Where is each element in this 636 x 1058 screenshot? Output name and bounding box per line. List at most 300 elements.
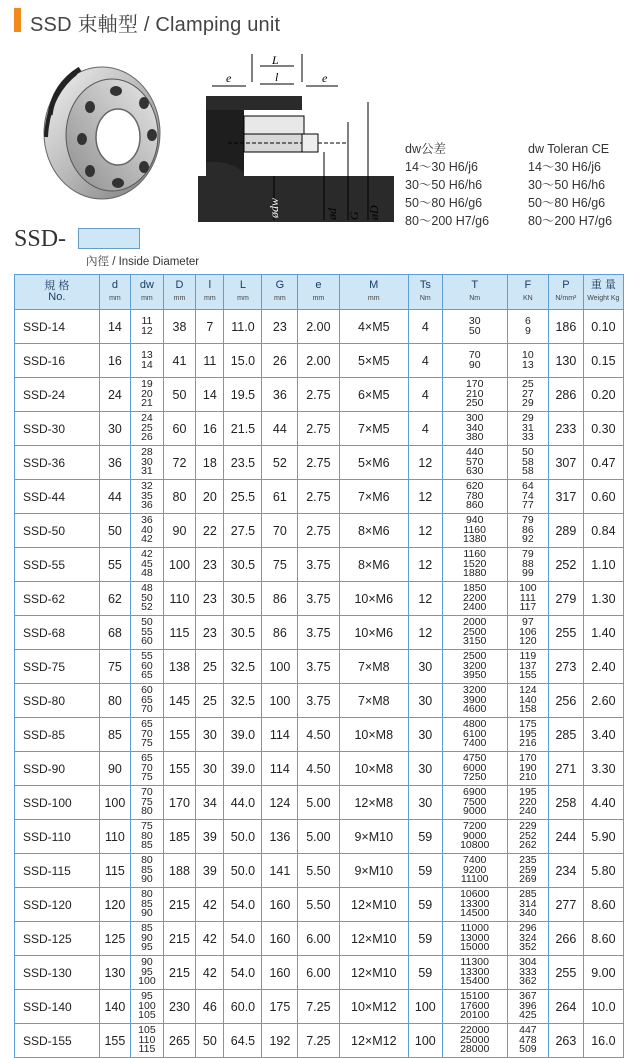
cell-value: 32 — [141, 480, 153, 493]
cell-value: 333 — [519, 965, 537, 978]
cell-value: 6900 — [463, 786, 487, 799]
cell-d: 80 — [163, 480, 196, 514]
tolerance-en-row: 14～30 H6/j6 — [528, 160, 601, 174]
cell-ts: 30 — [409, 752, 443, 786]
cell-model: SSD-24 — [15, 378, 100, 412]
cell-dw — [131, 582, 164, 616]
table-row — [15, 956, 624, 990]
cell-g: 124 — [262, 786, 298, 820]
cell-e: 6.00 — [298, 956, 339, 990]
cell-value: 1160 — [463, 548, 486, 561]
cell-t — [442, 752, 507, 786]
column-header — [163, 275, 196, 310]
cell-value: 31 — [141, 465, 153, 478]
cell-value: 240 — [519, 805, 537, 818]
cell-m: 8×M6 — [339, 514, 408, 548]
cell-l: 16 — [196, 412, 224, 446]
cell-dw — [131, 514, 164, 548]
cell-d: 110 — [163, 582, 196, 616]
cell-w: 10.0 — [583, 990, 623, 1024]
cell-w: 1.30 — [583, 582, 623, 616]
cell-e: 3.75 — [298, 582, 339, 616]
table-row — [15, 888, 624, 922]
cell-value: 3200 — [463, 659, 487, 672]
cell-value: 304 — [519, 956, 537, 969]
cell-d: 38 — [163, 310, 196, 344]
cell-value: 29 — [522, 397, 534, 410]
cell-value: 3200 — [463, 684, 487, 697]
cell-value: 15100 — [460, 990, 490, 1003]
cell-model: SSD-80 — [15, 684, 100, 718]
cell-value: 17600 — [460, 999, 490, 1012]
dim-e-right-label: e — [322, 71, 328, 85]
cell-e: 5.50 — [298, 888, 339, 922]
table-row — [15, 1024, 624, 1058]
cell-m: 10×M8 — [339, 752, 408, 786]
cell-dw — [131, 718, 164, 752]
cell-w: 0.20 — [583, 378, 623, 412]
cell-t — [442, 990, 507, 1024]
cell-value: 35 — [141, 489, 153, 502]
cell-dw — [131, 344, 164, 378]
cell-d: 60 — [163, 412, 196, 446]
cell-value: 99 — [522, 567, 534, 580]
cell-value: 60 — [141, 684, 153, 697]
cell-p: 273 — [549, 650, 584, 684]
cell-w: 3.40 — [583, 718, 623, 752]
cell-value: 30 — [468, 315, 481, 327]
cell-value: 106 — [519, 625, 537, 638]
cell-value: 509 — [519, 1043, 537, 1056]
cell-value: 24 — [141, 412, 153, 425]
cell-e: 7.25 — [298, 990, 339, 1024]
cell-e: 4.50 — [298, 718, 339, 752]
cell-f — [507, 344, 548, 378]
dim-e-left-label: e — [226, 71, 232, 85]
cell-ts: 12 — [409, 514, 443, 548]
cell-value: 74 — [522, 489, 534, 502]
cell-d: 115 — [99, 854, 130, 888]
cell-value: 195 — [519, 786, 537, 799]
column-header-label: d — [111, 279, 118, 291]
inside-diameter-input[interactable] — [78, 228, 140, 249]
tolerance-en — [528, 140, 612, 230]
cell-m: 6×M5 — [339, 378, 408, 412]
cell-e: 2.75 — [298, 412, 339, 446]
column-unit: mm — [109, 295, 121, 302]
clamping-unit-photo — [40, 55, 165, 205]
column-header-label: 重 量 — [590, 279, 616, 291]
cell-model: SSD-75 — [15, 650, 100, 684]
cell-value: 7250 — [463, 771, 487, 784]
cell-p: 271 — [549, 752, 584, 786]
cell-ts: 4 — [409, 412, 443, 446]
column-unit: Nm — [419, 295, 431, 302]
cell-l: 30.5 — [224, 582, 262, 616]
cell-value: 40 — [141, 523, 153, 536]
cell-model: SSD-100 — [15, 786, 100, 820]
dim-G-label: G — [347, 211, 361, 220]
title-accent-bar — [14, 8, 21, 32]
cell-value: 259 — [519, 863, 537, 876]
cell-m: 7×M6 — [339, 480, 408, 514]
dim-l-label: l — [275, 70, 279, 84]
section-diagram — [198, 52, 394, 222]
cell-value: 6100 — [463, 727, 487, 740]
cell-model: SSD-16 — [15, 344, 100, 378]
cell-value: 50 — [522, 446, 534, 459]
column-header — [15, 275, 100, 310]
cell-g: 36 — [262, 378, 298, 412]
table-row — [15, 446, 624, 480]
cell-l: 7 — [196, 310, 224, 344]
cell-l: 11 — [196, 344, 224, 378]
cell-g: 160 — [262, 956, 298, 990]
cell-w: 2.60 — [583, 684, 623, 718]
cell-g: 100 — [262, 684, 298, 718]
cell-d: 155 — [163, 752, 196, 786]
cell-ts: 12 — [409, 446, 443, 480]
cell-p: 252 — [549, 548, 584, 582]
cell-d: 14 — [99, 310, 130, 344]
cell-value: 80 — [141, 805, 153, 818]
cell-value: 7400 — [463, 854, 487, 867]
cell-f — [507, 956, 548, 990]
cell-e: 7.25 — [298, 1024, 339, 1058]
cell-value: 75 — [141, 737, 153, 750]
cell-dw — [131, 446, 164, 480]
cell-ts: 4 — [409, 378, 443, 412]
column-header — [99, 275, 130, 310]
table-row — [15, 820, 624, 854]
cell-value: 11000 — [460, 922, 489, 935]
table-row — [15, 786, 624, 820]
cell-value: 1380 — [463, 533, 487, 546]
cell-e: 2.00 — [298, 344, 339, 378]
cell-value: 352 — [519, 941, 537, 954]
cell-g: 26 — [262, 344, 298, 378]
cell-m: 7×M8 — [339, 684, 408, 718]
cell-value: 25000 — [460, 1033, 490, 1046]
cell-value: 100 — [519, 582, 537, 595]
cell-value: 15400 — [460, 975, 490, 988]
cell-value: 4600 — [463, 703, 487, 716]
cell-value: 70 — [141, 786, 153, 799]
column-unit: KN — [523, 295, 533, 302]
cell-value: 110 — [138, 1033, 156, 1046]
cell-model: SSD-110 — [15, 820, 100, 854]
cell-dw — [131, 548, 164, 582]
table-row — [15, 616, 624, 650]
cell-d: 24 — [99, 378, 130, 412]
cell-value: 105 — [138, 1009, 156, 1022]
column-unit: Weight Kg — [587, 295, 620, 302]
cell-value: 14 — [141, 358, 153, 371]
cell-value: 2200 — [463, 591, 487, 604]
cell-value: 79 — [522, 548, 534, 561]
cell-p: 255 — [549, 956, 584, 990]
cell-l: 39.0 — [224, 752, 262, 786]
cell-p: 244 — [549, 820, 584, 854]
cell-model: SSD-115 — [15, 854, 100, 888]
cell-m: 12×M10 — [339, 922, 408, 956]
cell-m: 7×M5 — [339, 412, 408, 446]
cell-value: 75 — [141, 771, 153, 784]
cell-value: 20100 — [460, 1009, 490, 1022]
table-row — [15, 378, 624, 412]
cell-g: 23 — [262, 310, 298, 344]
column-header-label: T — [471, 279, 479, 291]
cell-l: 50 — [196, 1024, 224, 1058]
cell-t — [442, 854, 507, 888]
cell-l: 27.5 — [224, 514, 262, 548]
cell-value: 27 — [522, 387, 534, 400]
cell-g: 192 — [262, 1024, 298, 1058]
cell-d: 120 — [99, 888, 130, 922]
cell-value: 50 — [468, 324, 481, 337]
cell-value: 11 — [141, 315, 153, 327]
cell-d: 50 — [163, 378, 196, 412]
cell-ts: 4 — [409, 344, 443, 378]
cell-g: 160 — [262, 888, 298, 922]
table-row — [15, 480, 624, 514]
cell-d: 215 — [163, 922, 196, 956]
cell-d: 185 — [163, 820, 196, 854]
cell-ts: 59 — [409, 956, 443, 990]
cell-d: 125 — [99, 922, 130, 956]
cell-value: 65 — [141, 752, 153, 765]
column-header — [298, 275, 339, 310]
cell-value: 75 — [141, 795, 153, 808]
cell-value: 2500 — [463, 625, 487, 638]
cell-w: 0.30 — [583, 412, 623, 446]
cell-value: 52 — [141, 601, 153, 614]
cell-value: 105 — [138, 1024, 156, 1037]
cell-value: 60 — [141, 659, 153, 672]
cell-value: 780 — [465, 489, 484, 502]
cell-value: 216 — [519, 737, 537, 750]
cell-value: 10600 — [460, 888, 490, 901]
cell-l: 25 — [196, 684, 224, 718]
cell-d: 44 — [99, 480, 130, 514]
cell-value: 210 — [465, 387, 484, 400]
cell-value: 9200 — [463, 863, 487, 876]
cell-l: 23 — [196, 548, 224, 582]
cell-l: 30.5 — [224, 548, 262, 582]
column-unit: mm — [274, 295, 286, 302]
cell-w: 0.10 — [583, 310, 623, 344]
cell-value: 1880 — [463, 567, 487, 580]
cell-f — [507, 684, 548, 718]
cell-value: 85 — [141, 897, 153, 910]
column-header-label: D — [175, 279, 184, 291]
cell-d: 75 — [99, 650, 130, 684]
cell-value: 300 — [465, 412, 484, 425]
cell-dw — [131, 650, 164, 684]
cell-value: 85 — [141, 922, 153, 935]
cell-value: 195 — [519, 727, 537, 740]
cell-value: 88 — [522, 557, 534, 570]
cell-f — [507, 582, 548, 616]
cell-f — [507, 616, 548, 650]
cell-value: 25 — [141, 421, 153, 434]
cell-d: 72 — [163, 446, 196, 480]
cell-f — [507, 718, 548, 752]
cell-e: 4.50 — [298, 752, 339, 786]
cell-t — [442, 446, 507, 480]
cell-value: 10800 — [460, 839, 490, 852]
inside-diameter-label: 內徑 / Inside Diameter — [86, 256, 200, 268]
cell-ts: 30 — [409, 650, 443, 684]
cell-w: 9.00 — [583, 956, 623, 990]
cell-e: 2.75 — [298, 446, 339, 480]
cell-d: 230 — [163, 990, 196, 1024]
cell-value: 9 — [524, 324, 531, 337]
cell-l: 23 — [196, 582, 224, 616]
cell-value: 140 — [519, 693, 537, 706]
cell-l: 54.0 — [224, 956, 262, 990]
cell-value: 36 — [141, 499, 153, 512]
cell-value: 100 — [138, 975, 156, 988]
cell-value: 36 — [141, 514, 153, 527]
cell-value: 120 — [519, 635, 537, 648]
cell-d: 50 — [99, 514, 130, 548]
cell-t — [442, 684, 507, 718]
cell-p: 258 — [549, 786, 584, 820]
tolerance-cn-row: 80～200 H7/g6 — [405, 214, 490, 228]
cell-value: 1520 — [463, 557, 487, 570]
cell-value: 13000 — [460, 931, 490, 944]
cell-w: 8.60 — [583, 888, 623, 922]
cell-m: 12×M10 — [339, 956, 408, 990]
cell-p: 266 — [549, 922, 584, 956]
cell-value: 362 — [519, 975, 537, 988]
tolerance-en-row: 50～80 H6/g6 — [528, 196, 606, 210]
cell-g: 86 — [262, 616, 298, 650]
cell-model: SSD-14 — [15, 310, 100, 344]
cell-value: 33 — [522, 431, 534, 444]
cell-value: 100 — [138, 999, 156, 1012]
table-row — [15, 990, 624, 1024]
cell-ts: 12 — [409, 480, 443, 514]
cell-f — [507, 514, 548, 548]
cell-e: 5.00 — [298, 820, 339, 854]
cell-p: 255 — [549, 616, 584, 650]
cell-t — [442, 378, 507, 412]
cell-dw — [131, 854, 164, 888]
cell-f — [507, 1024, 548, 1058]
cell-d: 36 — [99, 446, 130, 480]
cell-value: 115 — [138, 1043, 156, 1056]
cell-value: 1160 — [463, 523, 486, 536]
cell-w: 1.40 — [583, 616, 623, 650]
cell-value: 85 — [141, 839, 153, 852]
cell-value: 380 — [465, 431, 484, 444]
cell-d: 16 — [99, 344, 130, 378]
cell-value: 478 — [519, 1033, 537, 1046]
cell-d: 90 — [163, 514, 196, 548]
cell-value: 50 — [141, 616, 153, 629]
cell-g: 61 — [262, 480, 298, 514]
cell-d: 30 — [99, 412, 130, 446]
cell-d: 90 — [99, 752, 130, 786]
cell-value: 14500 — [460, 907, 490, 920]
cell-d: 140 — [99, 990, 130, 1024]
cell-g: 75 — [262, 548, 298, 582]
cell-e: 2.75 — [298, 514, 339, 548]
column-header — [409, 275, 443, 310]
cell-t — [442, 310, 507, 344]
cell-model: SSD-85 — [15, 718, 100, 752]
cell-value: 1850 — [463, 582, 487, 595]
cell-l: 11.0 — [224, 310, 262, 344]
cell-t — [442, 582, 507, 616]
cell-value: 48 — [141, 582, 153, 595]
cell-e: 3.75 — [298, 684, 339, 718]
cell-ts: 59 — [409, 854, 443, 888]
cell-value: 65 — [141, 718, 153, 731]
cell-d: 215 — [163, 956, 196, 990]
cell-l: 50.0 — [224, 854, 262, 888]
cell-value: 25 — [522, 378, 534, 391]
table-row — [15, 548, 624, 582]
column-header — [507, 275, 548, 310]
cell-value: 70 — [468, 349, 481, 361]
cell-ts: 59 — [409, 888, 443, 922]
cell-l: 30 — [196, 752, 224, 786]
cell-value: 425 — [519, 1009, 537, 1022]
tolerance-en-row: 80～200 H7/g6 — [528, 214, 613, 228]
cell-value: 340 — [465, 421, 484, 434]
cell-l: 32.5 — [224, 650, 262, 684]
cell-m: 5×M5 — [339, 344, 408, 378]
cell-value: 45 — [141, 557, 153, 570]
cell-value: 9000 — [463, 805, 487, 818]
table-row — [15, 718, 624, 752]
cell-model: SSD-90 — [15, 752, 100, 786]
cell-l: 21.5 — [224, 412, 262, 446]
column-unit: N/mm² — [555, 295, 577, 302]
cell-model: SSD-68 — [15, 616, 100, 650]
cell-t — [442, 956, 507, 990]
cell-ts: 30 — [409, 786, 443, 820]
cell-w: 0.60 — [583, 480, 623, 514]
cell-value: 124 — [519, 684, 537, 697]
cell-value: 117 — [519, 601, 537, 614]
cell-value: 860 — [465, 499, 484, 512]
cell-value: 80 — [141, 829, 153, 842]
cell-value: 119 — [519, 650, 537, 663]
column-header-label: P — [562, 279, 570, 291]
cell-value: 158 — [519, 703, 537, 716]
cell-g: 136 — [262, 820, 298, 854]
cell-w: 1.10 — [583, 548, 623, 582]
cell-e: 3.75 — [298, 616, 339, 650]
cell-l: 64.5 — [224, 1024, 262, 1058]
cell-g: 114 — [262, 718, 298, 752]
cell-m: 9×M10 — [339, 820, 408, 854]
table-row — [15, 582, 624, 616]
cell-ts: 30 — [409, 684, 443, 718]
column-header-label: M — [369, 279, 379, 291]
cell-m: 10×M8 — [339, 718, 408, 752]
cell-value: 95 — [141, 990, 153, 1003]
cell-l: 23.5 — [224, 446, 262, 480]
cell-t — [442, 888, 507, 922]
cell-ts: 12 — [409, 548, 443, 582]
cell-d: 100 — [99, 786, 130, 820]
cell-w: 2.40 — [583, 650, 623, 684]
